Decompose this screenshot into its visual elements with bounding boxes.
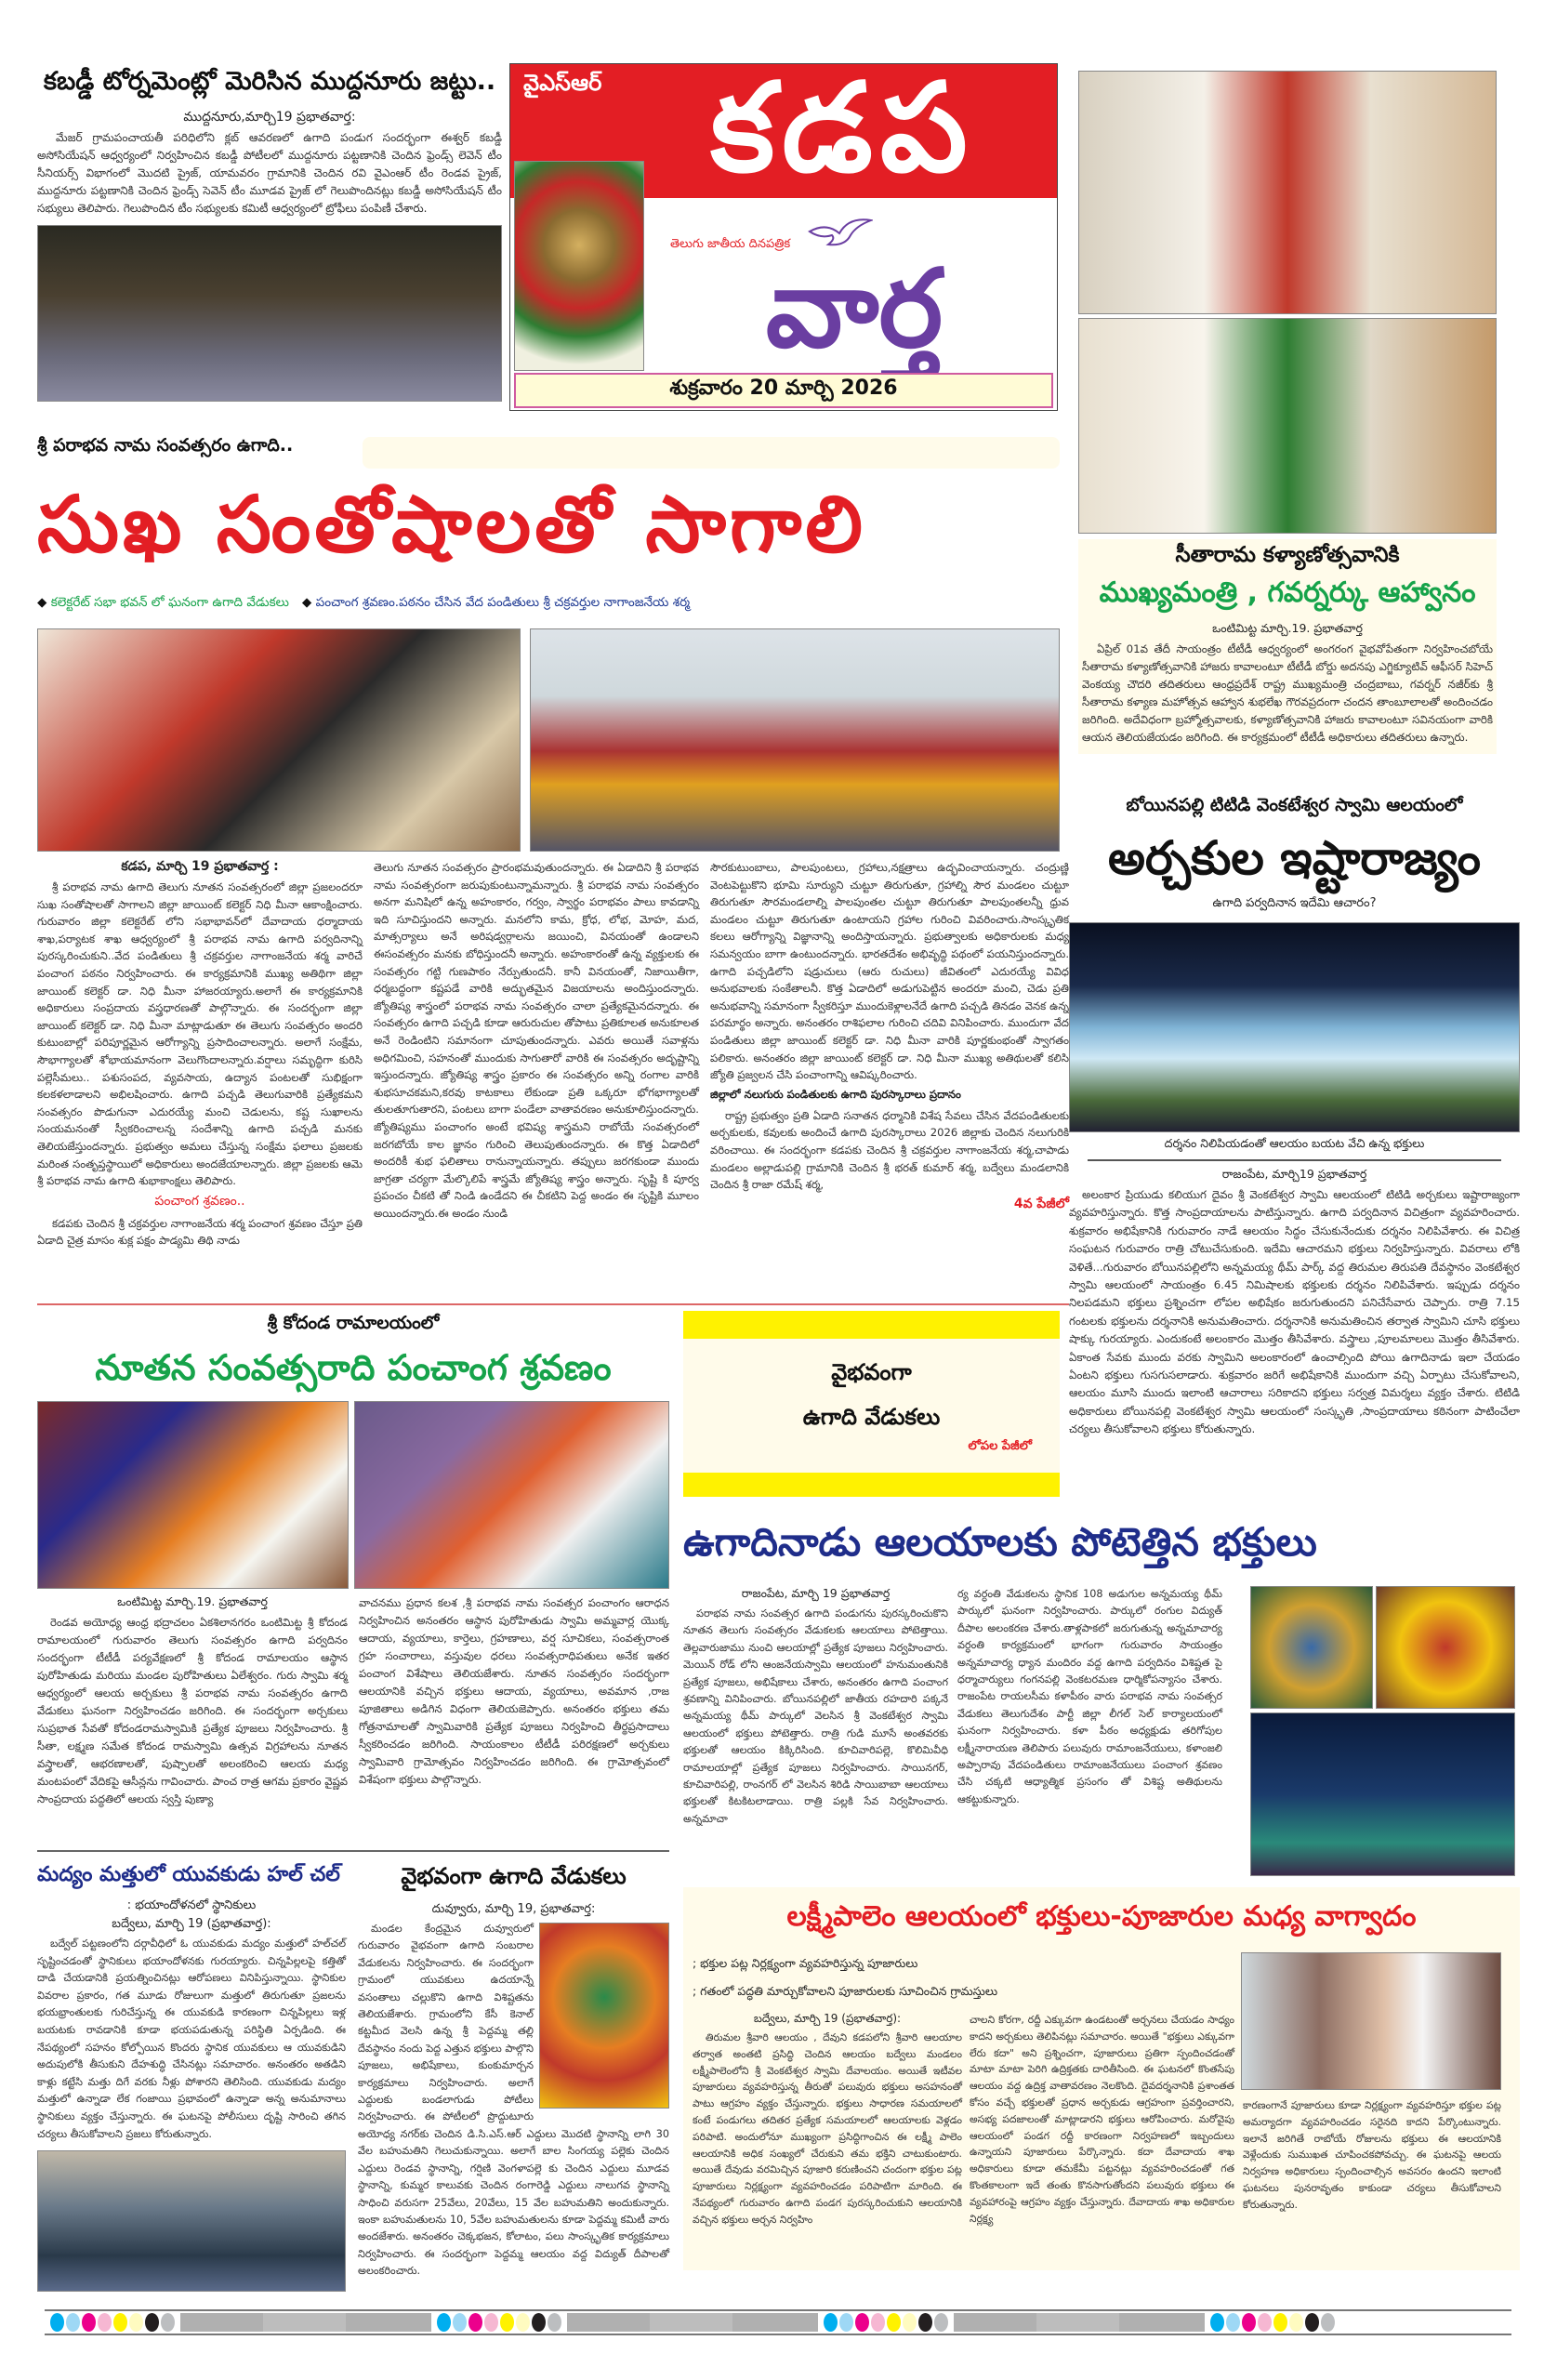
governor-headline: ముఖ్యమంత్రి , గవర్నర్కు ఆహ్వానం [1099, 576, 1476, 609]
lead-col3-subhead: జిల్లాలో నలుగురు పండితులకు ఉగాది పురస్కారాలు ప్రదానం [710, 1087, 961, 1101]
temple-photo-caption: దర్శనం నిలిపియడంతో ఆలయం బయట వేచి ఉన్న భక్తులు [1164, 1136, 1425, 1150]
registration-dot [903, 2313, 917, 2332]
lead-col1: శ్రీ పరాభవ నామ ఉగాది తెలుగు నూతన సంవత్సరంలో జిల్లా ప్రజలందరూ సుఖ సంతోషాలతో సాగాలని జిల్లా జాయింట్ కలెక్టర్ నిధి మీనా ఆకాంక్షించారు. గురువారం జిల్లా కలెక్టరేట్ లోని సభాభావన్‌లో దేవాదాయ ధర్మాదాయ శాఖ,పర్యాటక శాఖ ఆధ్వర్యంలో శ్రీ పరాభవ నామ ఉగాది పర్వదినాన్ని పురస్కరించుకుని..వేద పండితులు శ్రీ చక్రవర్తుల నాగాంజనేయ శర్మ వారిచే పంచాంగ పఠనం నిర్వహించారు. ఈ కార్యక్రమానికి ముఖ్య అతిథిగా జిల్లా జాయింట్ కలెక్టర్ డా. నిధి మీనా హాజరయ్యారు.అలాగే ఈ కార్యక్రమానికి అధికారులు సంప్రదాయ వస్త్రధారణతో పాల్గొన్నారు. ఈ సందర్భంగా జిల్లా జాయింట్ కలెక్టర్ డా. నిధి మీనా మాట్లాడుతూ ఈ తెలుగు సంవత్సరం అందరి కుటుంబాల్లో పరిపూర్ణమైన ఆరోగ్యాన్ని ప్రసాదించాలన్నారు. అలాగే సంక్షేమ, సౌభాగ్యాలతో శోభాయమానంగా వెలుగొందాలన్నారు.వర్షాలు సమృద్ధిగా కురిసి పల్లెసీమలు.. పశుసంపద, వ్యవసాయ, ఉద్యాన పంటలతో సుభిక్షంగా కలకళలాడాలని అభిలషించారు. ఉగాది పచ్చడి తెలుగువారికి ప్రత్యేకమని సంవత్సరం పొడుగునా ఎదురయ్యే మంచి చెడులను, కష్ట సుఖాలను సంయమనంతో స్వీకరించాలన్న సందేశాన్ని ఉగాది పచ్చడి మనకు తెలియజేస్తుందన్నారు. ప్రభుత్వం అమలు చేస్తున్న సంక్షేమ ఫలాలు ప్రజలకు మరింత సంతృప్తస్థాయిలో అధికారులు అందజేయాలన్నారు. జిల్లా ప్రజలకు ఆమె శ్రీ పరాభవ నామ ఉగాది శుభాకాంక్షలు తెలిపారు. [37, 880, 363, 1188]
boyanapalli-dateline: రాజంపేట, మార్చి19 ప్రభాతవార్త [1221, 1167, 1367, 1181]
governor-body: ఏప్రిల్ 01వ తేదీ సాయంత్రం టీటీడీ ఆధ్వర్యంలో అంగరంగ వైభవోపేతంగా నిర్వహించబోయే సీతారామ కళ్యాణోత్సవానికి హాజరు కావాలంటూ టీటీడీ బోర్డు అదనపు ఎగ్జిక్యూటివ్ ఆఫీసర్ సిహెచ్ వెంకయ్య చౌదరి తదితరులు ఆంధ్రప్రదేశ్ రాష్ట్ర ముఖ్యమంత్రి చంద్రబాబు, గవర్నర్ నజీర్‌కు శ్రీ సీతారామ కళ్యాణ మహోత్సవ ఆహ్వాన శుభలేఖ గౌరవప్రదంగా చందన తాంబూలాలతో అందించడం జరిగింది. అదేవిధంగా బ్రహ్మోత్సవాలకు, కళ్యాణోత్సవానికి హాజరు కావాలంటూ సవినయంగా వారికి ఆయన తెలియజేయడం జరిగింది. ఈ కార్యక్రమంలో టీటీడీ అధికారులు తదితరులు ఉన్నారు. [1082, 642, 1493, 744]
boyanapalli-kicker: బోయినపల్లి టిటిడి వెంకటేశ్వర స్వామి ఆలయంలో [1126, 795, 1463, 815]
kodanda-photo-priests [37, 1401, 349, 1589]
lead-kicker-band [363, 437, 1060, 469]
madyam-headline: మద్యం మత్తులో యువకుడు హల్ చల్ [37, 1863, 340, 1886]
kodanda-dateline: ఒంటిమిట్ట మార్చి.19. ప్రభాతవార్త [117, 1594, 268, 1608]
registration-dot [98, 2313, 112, 2332]
madyam-subhead: : భయాందోళనలో స్థానికులు [126, 1898, 257, 1912]
registration-dot [918, 2313, 932, 2332]
color-swatches [437, 2313, 561, 2332]
registration-dot [1210, 2313, 1224, 2332]
diamond-icon: ◆ [301, 595, 316, 610]
lakshmipalem-col2: చాలని కోరగా, రద్దీ ఎక్కువగా ఉండటంతో అర్చనలు చేయడం సాధ్యం కాదని అర్చకులు తెలిపినట్లు సమాచారం. అయితే "భక్తులు ఎక్కువగా లేరు కదా" అని ప్రశ్నించగా, పూజారులు ప్రతిగా స్పందించడంతో మాటా మాటా పెరిగి ఉద్రిక్తతకు దారితీసింది. ఈ ఘటనలో కొంతసేపు ఆలయం వద్ద ఉద్రిక్త వాతావరణం నెలకొంది. దైవదర్శనానికి ప్రశాంతత కోసం వచ్చే భక్తులతో ప్రధాన అర్చకుడు ఆగ్రహంగా ప్రవర్తించారని, అసభ్య పదజాలంతో మాట్లాడారని భక్తులు ఆరోపించారు. మరోవైపు ఆలయంలో పండగ రద్దీ కారణంగా నిర్వహణలో ఇబ్బందులు ఉన్నాయని పూజారులు పేర్కొన్నారు. కదా దేవాదాయ శాఖ అధికారులు కూడా తమకేమీ పట్టనట్లు వ్యవహరించడంతో గత కొంతకాలంగా ఇదే తంతు కొనసాగుతోందని పలువురు భక్తులు ఈ వ్యవహారంపై ఆగ్రహం వ్యక్తం చేస్తున్నారు. దేవాదాయ శాఖ అధికారుల నిర్లక్ష్య [970, 2014, 1234, 2225]
peddamma-deity-photo [539, 1923, 669, 2109]
bullet-2: ◆ పంచాంగ శ్రవణం.పఠనం చేసిన వేద పండితులు శ్రీ చక్రవర్తుల నాగాంజనేయ శర్మ [301, 595, 691, 610]
lead-continued-link[interactable]: 4వ పేజీలో [1013, 1196, 1069, 1211]
lead-col3-tail: రాష్ట్ర ప్రభుత్వం ప్రతి ఏడాది సనాతన ధర్మానికి విశేష సేవలు చేసిన వేదపండితులకు అర్చకులకు, కవులకు అందించే ఉగాది పురస్కారాలు 2026 జిల్లాకు చెందిన నలుగురికి వరించాయి. ఈ సందర్భంగా కడపకు చెందిన శ్రీ చక్రవర్తుల నాగాంజనేయ శర్మ,చాపాడు మండలం అల్లాడుపల్లి గ్రామానికి చెందిన శ్రీ భరత్ కుమార్ శర్మ, బద్వేలు మండలానికి చెందిన శ్రీ రాజా రమేష్ శర్మ, [710, 1108, 1069, 1192]
rajampet-article [683, 1586, 1222, 1828]
lead-photo-group [530, 628, 1060, 852]
kodanda-headline: నూతన సంవత్సరాది పంచాంగ శ్రవణం [95, 1347, 612, 1388]
registration-dot [145, 2313, 159, 2332]
color-swatches [824, 2313, 948, 2332]
governor-photo [1078, 71, 1497, 314]
grey-swatch [180, 2313, 431, 2332]
lead-col2: తెలుగు నూతన సంవత్సరం ప్రారంభమవుతుందన్నారు. ఈ ఏడాదిని శ్రీ పరాభవ నామ సంవత్సరంగా జరుపుకుంటున్నామన్నారు. శ్రీ పరాభవ నామ సంవత్సరం అనగా మనిషిలో ఉన్న అహంకారం, గర్వం, స్వార్థం పరాభవం పాలు కావడాన్ని ఇది సూచిస్తుందని అన్నారు. మనలోని కామ, క్రోధ, లోభ, మోహ, మద, మాత్సర్యాలు అనే అరిషడ్వర్గాలను జయించి, వినయంతో ఉండాలని ఈసంవత్సరం మనకు బోధిస్తుందనీ అన్నారు. అహంకారంతో ఉన్న వ్యక్తులకు ఈ సంవత్సరం గట్టి గుణపాఠం నేర్పుతుందనీ. కానీ వినయంతో, నిజాయితీగా, ధర్మబద్ధంగా కష్టపడే వారికి అద్భుతమైన విజయాలను అందిస్తుందన్నారు. జ్యోతిష్య శాస్త్రంలో పరాభవ నామ సంవత్సరం చాలా ప్రత్యేకమైనదన్నారు. ఈ సంవత్సరం ఉగాది పచ్చడి కూడా ఆరురుచుల తోపాటు ప్రతికూలత అనుకూలత అనే రెండింటిని సమానంగా చూపుతుందన్నారు. ఎవరు అయితే సవాళ్లను అధిగమించి, సహనంతో ముందుకు సాగుతారో వారికి ఈ సంవత్సరం అదృష్టాన్ని ఇస్తుందన్నారు. జ్యోతిష్య శాస్త్రం ప్రకారం ఈ సంవత్సరం అన్ని రంగాల వారికి శుభసూచకమని,కరవు కాటకాలు లేకుండా ప్రతి ఒక్కరూ భోగభాగ్యాలతో తులతూగుతారని, పంటలు బాగా పండేలా వాతావరణం అనుకూలిస్తుందన్నారు. జ్యోతిష్యము పంచాంగం అంటే భవిష్య శాస్త్రమని రాబోయే సంవత్సరంలో జరగబోయే కాల జ్ఞానం గురించి తెలుపుతుందన్నారు. ఈ కొత్త ఏడాదిలో అందరికీ శుభ ఫలితాలు రానున్నాయన్నారు. తప్పులు జరగకుండా ముందు జాగ్రతా చర్యగా మేల్కొలిపే శాస్త్రమే జ్యోతిష్య శాస్త్రం అన్నారు. సృష్టి కి పూర్వ ప్రపంచం చీకటి తో నిండి ఉండేదని ఈ చీకటిని పెద్ద అండం ఈ సృష్టికి మూలం అయిందన్నారు.ఈ అండం నుండి [374, 861, 699, 1220]
registration-dot [468, 2313, 482, 2332]
lead-bottom-rule [37, 1303, 1069, 1305]
kodanda-col2: వాచనము ప్రధాన కలశ ,శ్రీ పరాభవ నామ సంవత్సర పంచాంగం ఆరాధన నిర్వహించిన అనంతరం ఆస్థాన పురోహితుడు స్వామి అమ్మవార్ల యొక్క ఆదాయ, వ్యయాలు, కార్తెలు, గ్రహణాలు, వర్ష సూచికలు, సంవత్సరాంత గ్రహ సంచారాలు, వస్తువుల ధరలు సంవత్సరాధిపతులు అనేక ఇతర పంచాంగ విశేషాలు తెలియజేశారు. నూతన సంవత్సరం సందర్భంగా ఆలయానికి వచ్చిన భక్తులు ఆదాయ, వ్యయాలు, అవమాన ,రాజ పూజితాలు అడిగిన విధంగా తెలియజెప్పారు. అనంతరం భక్తులు తమ గోత్రనామాలతో స్వామివారికి ప్రత్యేక పూజలు నిర్వహించి తీర్థప్రసాదాలు స్వీకరించడం జరిగింది. సాయంకాలం టీటీడీ పరిరక్షణలో అర్చకులు స్వామివారి గ్రామోత్సవం నిర్వహించడం జరిగింది. ఈ గ్రామోత్సవంలో విశేషంగా భక్తులు పాల్గొన్నారు. [359, 1596, 669, 1786]
duvvur-body: మండల కేంద్రమైన దువ్వూరులో గురువారం వైభవంగా ఉగాది సంబరాల వేడుకలను నిర్వహించారు. ఈ సందర్భంగా గ్రామంలో యువకులు ఉదయాన్నే వసంతాలు చల్లుకొని ఉగాది విశిష్టతను తెలియజేశారు. గ్రామంలోని కేసీ కెనాల్ కట్టమీద వెలసి ఉన్న శ్రీ పెద్దమ్మ తల్లి దేవస్థానం నందు పెద్ద ఎత్తున భక్తులు పాల్గొని పూజలు, అభిషేకాలు, కుంకుమార్చన కార్యక్రమాలు నిర్వహించారు. అలాగే ఎద్దులకు బండలాగుడు పోటీలు నిర్వహించారు. ఈ పోటీలలో ప్రొద్దుటూరు అయోధ్య నగర్‌కు చెందిన డి.సి.ఎస్.ఆర్ ఎద్దులు మొదటి స్థానాన్ని లాగి 30 వేల బహుమతిని గెలుచుకున్నాయి. అలాగే బాల సింగయ్య పల్లెకు చెందిన ఎద్దులు రెండవ స్థానాన్ని, గర్షిణి వెంగళాపల్లె కు చెందిన ఎద్దులు మూడవ స్థానాన్ని, కుమ్మర కాలువకు చెందిన రంగారెడ్డి ఎద్దులు నాలుగవ స్థానాన్ని సాధించి వరుసగా 25వేలు, 20వేలు, 15 వేల బహుమతిని అందుకున్నారు. ఇంకా బహుమతులను 10, 5వేల బహుమతులను కూడా పెద్దమ్మ కమిటీ వారు అందజేశారు. అనంతరం చెక్కభజన, కోలాటం, పలు సాంస్కృతిక కార్యక్రమాలు నిర్వహించారు. ఈ సందర్భంగా పెద్దమ్మ ఆలయం వద్ద విద్యుత్ దీపాలతో అలంకరించారు. [358, 1923, 669, 2278]
governor-kicker: సీతారామ కళ్యాణోత్సవానికి [1175, 543, 1400, 567]
temple-photo [1069, 922, 1520, 1132]
promo-box [683, 1311, 1060, 1497]
kabaddi-team-photo [37, 225, 502, 402]
lead-photo-lamp [37, 628, 521, 852]
registration-dot [484, 2313, 498, 2332]
masthead-date-box [514, 373, 1053, 408]
lead-bullets [37, 595, 1069, 613]
kabaddi-article [37, 67, 502, 402]
registration-dot [129, 2313, 143, 2332]
deity-photo [514, 161, 644, 371]
madyam-article [37, 1863, 346, 2292]
rajampet-col2: ర్య వర్ధంతి వేడుకలను స్థానిక 108 అడుగుల అన్నమయ్య థీమ్ పార్కులో ఘనంగా నిర్వహించారు. పార్కులో రంగుల విద్యుత్ దీపాల అలంకరణ చేశారు.తాళ్లపాకలో జరుగుతున్న అన్నమాచార్య వర్ధంతి కార్యక్రమంలో భాగంగా గురువారం సాయంత్రం అన్నమాచార్య ధ్యాన మందిరం వద్ద ఉగాది పర్వదినం విశిష్టత పై ధర్మాచార్యులు గంగనపల్లి వెంకటరమణ ధార్మికోపన్యాసం చేశారు. రాజంపేట రాయలసీమ కళాపీఠం వారు పరాభవ నామ సంవత్సర వేడుకలు తెలుగుదేశం పార్టీ జిల్లా లీగల్ సెల్ కార్యాలయంలో ఘనంగా నిర్వహించారు. కళా పీఠం అధ్యక్షుడు తరిగోపుల లక్ష్మీనారాయణ తెలిపారు పలువురు రామాంజనేయులు, కళాంజలి అప్పారావు వేదపండితులు రామాంజనేయులు పంచాంగ శ్రవణం చేసి చక్కటి ఆధ్యాత్మిక ప్రసంగం తో విశిష్ట అతిథులను ఆకట్టుకున్నారు. [957, 1588, 1222, 1805]
registration-dot [855, 2313, 869, 2332]
deity-flowers-photo [1376, 1586, 1515, 1709]
kodanda-photo-devotees [354, 1401, 669, 1589]
grey-swatch [954, 2313, 1205, 2332]
registration-dot [934, 2313, 948, 2332]
lead-col3: సౌరకుటుంబాలు, పాలపుంటలు, గ్రహాలు,నక్షత్రాలు ఉద్భవించాయన్నారు. చంద్రుణ్ణి వెంటపెట్టుకొని భూమి సూర్యుని చుట్టూ తిరుగుతూ, గ్రహాల్ని సౌర మండలం చుట్టూ తిరుగుతూ సౌరమండలాల్ని పాలపుంతల చుట్టూ తిరుగుతూ పాలపుంతలన్నీ ధ్రువ మండలం చుట్టూ తిరుగుతూ ఉంటాయని గ్రహాల గురించి వివరించారు.సాంస్కృతిక కలలు ఆరోగ్యాన్ని విజ్ఞానాన్ని అందిస్తాయన్నారు. ప్రభుత్వాలకు అధికారులకు మధ్య సమన్వయం బాగా ఉంటుందన్నారు. భారతదేశం అభివృద్ధి పథంలో పయనిస్తుందన్నారు. ఉగాది పచ్చడిలోని షడ్రుచులు (ఆరు రుచులు) జీవితంలో ఎదురయ్యే వివిధ అనుభవాలకు సంకేతాలనీ. కొత్త ఏడాదిలో అడుగుపెట్టిన అందరూ మంచి, చెడు ప్రతి అనుభవాన్ని సమానంగా స్వీకరిస్తూ ముందుకెళ్లాలనేదే ఉగాది పచ్చడి తినడం వెనక ఉన్న పరమార్థం అన్నారు. అనంతరం రాశిఫలాల గురించి చదివి వినిపించారు. ముందుగా వేద పండితులు జిల్లా జాయింట్ కలెక్టర్ డా. నిధి మీనా వారికి పూర్ణకుంభంతో స్వాగతం పలికారు. అనంతరం జిల్లా జాయింట్ కలెక్టర్ డా. నిధి మీనా ముఖ్య అతిథులతో కలిసి జ్యోతి ప్రజ్వలన చేసి పంచాంగాన్ని ఆవిష్కరించారు. [710, 861, 1069, 1082]
bullet-1: ◆ కలెక్టరేట్ సభా భవన్ లో ఘనంగా ఉగాది వేడుకలు [37, 595, 289, 610]
rajampet-col1: పరాభవ నామ సంవత్సర ఉగాది పండుగను పురస్కరించుకొని నూతన తెలుగు సంవత్సరం వేడుకలకు ఆలయాలు పోటెత్తాయి. తెల్లవారుజాము నుంచి ఆలయాల్లో ప్రత్యేక పూజలు నిర్వహించారు. మెయిన్ రోడ్ లోని ఆంజనేయస్వామి ఆలయంలో హనుమంతునికి ప్రత్యేక పూజలు, అభిషేకాలు చేశారు, అనంతరం ఉగాది పంచాంగ శ్రవణాన్ని వినిపించారు. బోయినపల్లిలో జాతీయ రహదారి పక్కనే అన్నమయ్య థీమ్ పార్కులో వెలసిన శ్రీ వెంకటేశ్వర స్వామి ఆలయంలో భక్తులు పోటెత్తారు. రాత్రి గుడి మూసే అంతవరకు భక్తులతో ఆలయం కిక్కిరిసింది. కూచివారిపల్లె, కొలిమివీధి రామాలయాల్లో ప్రత్యేక పూజలు నిర్వహించారు. సాయినగర్, కూచివారిపల్లి, రాంనగర్ లో వెలసిన శిరిడి సాయిబాబా ఆలయాలు భక్తులతో కిటకిటలాడాయి. రాత్రి పల్లకి సేవ నిర్వహించారు. అన్నమాచా [683, 1607, 948, 1825]
lakshmipalem-bullet-2: ; గతంలో పద్ధతి మార్చుకోవాలని పూజారులకు సూచించిన గ్రామస్తులు [693, 1984, 998, 1998]
promo-line-2: ఉగాది వేడుకలు [802, 1404, 941, 1430]
madyam-body: బద్వేల్ పట్టణంలోని దర్గావీధిలో ఓ యువకుడు మద్యం మత్తులో హల్‌చల్ సృష్టించడంతో స్థానికులు భయాందోళనకు గురయ్యారు. చిన్నపిల్లలపై కత్తితో దాడి చేయడానికి ప్రయత్నించినట్లు ఆరోపణలు వినిపిస్తున్నాయి. స్థానికుల వివరాల ప్రకారం, గత మూడు రోజులుగా మత్తులో తిరుగుతూ ప్రజలను భయభ్రాంతులకు గురిచేస్తున్న ఈ యువకుడి కారణంగా చిన్నపిల్లలు ఇళ్ల బయటకు రావడానికి కూడా భయపడుతున్న పరిస్థితి ఏర్పడింది. ఈ నేపథ్యంలో సహనం కోల్పోయిన కొందరు స్థానిక యువకులు ఆ యువకుడిని అదుపులోకి తీసుకుని దేహశుద్ధి చేసినట్లు సమాచారం. అనంతరం అతడిని కాళ్లు కట్టేసి మత్తు దిగే వరకు నీళ్లు పోశారని తెలిసింది. యువకుడు మద్యం మత్తులో ఉన్నాడా లేక గంజాయి ప్రభావంలో ఉన్నాడా అన్న అనుమానాలు స్థానికులు వ్యక్తం చేస్తున్నారు. ఈ ఘటనపై పోలీసులు దృష్టి సారించి తగిన చర్యలు తీసుకోవాలని ప్రజలు కోరుతున్నారు. [37, 1937, 346, 2140]
registration-dot [1226, 2313, 1240, 2332]
lakshmipalem-dateline: బద్వేలు, మార్చి 19 (ప్రభాతవార్త): [753, 2012, 902, 2025]
crowd-photo [37, 2150, 346, 2292]
boyanapalli-article [1069, 795, 1520, 1439]
boyanapalli-headline: అర్చకుల ఇష్టారాజ్యం [1108, 831, 1481, 885]
print-registration-bar [45, 2309, 1511, 2335]
lead-body [37, 859, 1069, 1250]
lead-kicker: శ్రీ పరాభవ నామ సంవత్సరం ఉగాది.. [37, 435, 294, 456]
lakshmipalem-bullet-1: ; భక్తుల పట్ల నిర్లక్ష్యంగా వ్యవహరిస్తున్న పూజారులు [693, 1956, 918, 1970]
registration-dot [66, 2313, 80, 2332]
masthead-title-top: కడప [710, 57, 975, 200]
registration-dot [1305, 2313, 1319, 2332]
color-swatches [50, 2313, 175, 2332]
statue-night-photo [1250, 1712, 1515, 1876]
lead-subhead: పంచాంగ శ్రవణం.. [154, 1193, 245, 1209]
promo-bottom-bar [683, 1473, 1060, 1497]
lakshmipalem-article [683, 1887, 1520, 2270]
issue-date: శుక్రవారం 20 మార్చి 2026 [669, 377, 898, 400]
registration-dot [871, 2313, 885, 2332]
masthead-title-bottom: వార్త [765, 246, 943, 372]
masthead-prefix: వైఎస్ఆర్ [523, 70, 602, 96]
registration-dot [887, 2313, 901, 2332]
mid-rule [37, 1850, 669, 1852]
duvvur-dateline: దువ్వూరు, మార్చి 19, ప్రభాతవార్త: [431, 1902, 596, 1916]
rajampet-headline: ఉగాదినాడు ఆలయాలకు పోటెత్తిన భక్తులు [683, 1519, 1317, 1565]
masthead-tagline: తెలుగు జాతీయ దినపత్రిక [670, 237, 791, 251]
registration-dot [50, 2313, 64, 2332]
kabaddi-body: మేజర్ గ్రామపంచాయతీ పరిధిలోని క్లబ్ ఆవరణలో ఉగాది పండుగ సందర్భంగా ఈశ్వర్ కబడ్డీ అసోసియేషన్ ఆధ్వర్యంలో నిర్వహించిన కబడ్డీ పోటీలలో ముద్దనూరు పట్టణానికి చెందిన ఫ్రెండ్స్ లెవెన్ టీం సీనియర్స్ విభాగంలో మొదటి ప్రైజ్, యామవరం గ్రామానికి చెందిన రవి వైఎంఆర్ టీం రెండవ ప్రైజ్, ముద్దనూరు పట్టణానికి చెందిన ఫ్రెండ్స్ సెవెన్ టీం మూడవ ప్రైజ్ లో గెలుపొందినట్లు కబడ్డీ అసోసియేషన్ టీం సభ్యులు తెలిపారు. గెలుపొందిన టీం సభ్యులకు కమిటీ ఆధ్వర్యంలో ట్రోఫీలు పంపిణీ చేశారు. [37, 131, 502, 215]
lakshmipalem-col3: కారణంగానే పూజారులు కూడా నిర్లక్ష్యంగా వ్యవహరిస్తూ భక్తుల పట్ల అమర్యాదగా వ్యవహరించడం సరైనది కాదని పేర్కొంటున్నారు. ఇలానే జరిగితే రాబోయే రోజులను భక్తులు ఈ ఆలయానికి వెళ్లేందుకు సుముఖత చూపించకపోవచ్చు. ఈ ఘటనపై ఆలయ నిర్వహణ అధికారులు స్పందించాల్సిన అవసరం ఉందని ఇలాంటి ఘటనలు పునరావృతం కాకుండా చర్యలు తీసుకోవాలని కోరుతున్నారు. [1243, 2099, 1501, 2211]
lead-col1-tail: కడపకు చెందిన శ్రీ చక్రవర్తుల నాగాంజనేయ శర్మ పంచాంగ శ్రవణం చేస్తూ ప్రతి ఏడాది చైత్ర మాసం శుక్ల పక్షం పాడ్యమి తిథి నాడు [37, 1216, 363, 1248]
masthead [509, 57, 1058, 411]
registration-dot [824, 2313, 838, 2332]
lakshmipalem-headline: లక్ష్మీపాలెం ఆలయంలో భక్తులు-పూజారుల మధ్య వాగ్వాదం [786, 1900, 1417, 1933]
diamond-icon: ◆ [37, 595, 51, 610]
registration-dot [82, 2313, 96, 2332]
rajampet-dateline: రాజంపేట, మార్చి 19 ప్రభాతవార్త [741, 1586, 891, 1600]
registration-dot [1242, 2313, 1256, 2332]
boyanapalli-body: అలంకార ప్రియుడు కలియుగ దైవం శ్రీ వెంకటేశ్వర స్వామి ఆలయంలో టిటిడి అర్చకులు ఇష్టారాజ్యంగా వ్యవహరిస్తున్నారు. కొత్త సాంప్రదాయాలను పాటిస్తున్నారు. ఉగాది పర్వదినాన విచిత్రంగా వ్యవహరించారు. శుక్రవారం అభిషేకానికి గురువారం నాడే ఆలయం సిద్ధం చేసుకునేందుకు దర్శనం నిలిపివేశారు. ఈ విచిత్ర సంఘటన గురువారం రాత్రి చోటుచేసుకుంది. ఇదేమి ఆచారమని భక్తులు నిర్వహిస్తున్నారు. వివరాలు లోకి వెళితే...గురువారం బోయినపల్లిలోని అన్నమయ్య థీమ్ పార్క్ వద్ద తిరుమల తిరుపతి దేవస్థానం వెంకటేశ్వర స్వామి ఆలయంలో సాయంత్రం 6.45 నిమిషాలకు భక్తులకు దర్శనం నిలిపివేశారు. ఇప్పుడు దర్శనం నిలపడమని భక్తులు ప్రశ్నించగా లోపల అభిషేకం జరుగుతుందని పనిచేసేవారు చెప్పారు. రాత్రి 7.15 గంటలకు భక్తులను దర్శనానికి అనుమతించారు. దర్శనానికి అనుమతించిన తర్వాత స్వామిని చూసి భక్తులు షాక్కు గురయ్యారు. ఎందుకంటే అలంకారం మొత్తం తీసివేశారు. వస్త్రాలు ,పూలమాలలు మొత్తం తీసివేశారు. ఏకాంత సేవకు ముందు వరకు స్వామిని అలంకారంలో ఉంచాల్సింది పోయి ఉగాదినాడు ఇలా చేయడం ఏంటని భక్తులు గుసగుసలాడారు. శుక్రవారం జరిగే అభిషేకానికి ముందుగా వచ్చి ఏర్పాటు చేసుకోవాలని, ఆలయం మూసి ముందు ఇలాంటి ఆచారాలు సరికాదని భక్తులు సర్వత్ర విమర్శలు వ్యక్తం చేశారు. టిటిడి అధికారులు బోయినపల్లి వెంకటేశ్వర స్వామి ఆలయంలో సంస్కృతి ,సాంప్రదాయాలు కఠినంగా పాటించేలా చర్యలు తీసుకోవాలని భక్తులు కోరుతున్నారు. [1069, 1188, 1521, 1436]
hanuman-photo [1250, 1586, 1373, 1709]
boyanapalli-subhead: ఉగాది పర్వదినాన ఇదేమి ఆచారం? [1212, 896, 1377, 910]
registration-dot [1321, 2313, 1335, 2332]
kodanda-col1: రెండవ అయోధ్య ఆంధ్ర భద్రాచలం ఏకశిలానగరం ఒంటిమిట్ట శ్రీ కోదండ రామాలయంలో గురువారం తెలుగు సంవత్సరం ఉగాది పర్వదినం సందర్భంగా టీటీడీ పర్యవేక్షణలో శ్రీ కోదండ రామాలయం ఆస్థాన పురోహితుడు మరియు మండల పురోహితులు ఏలేశ్వరం. గురు స్వామి శర్మ ఆధ్వర్యంలో ఆలయ అర్చకులు శ్రీ పరాభవ నామ సంవత్సరం ఉగాది వేడుకలు ఘనంగా నిర్వహించడం జరిగింది. ఈ సందర్భంగా అర్చకులు సుప్రభాత సేవతో కోదండరామస్వామికి ప్రత్యేక పూజలు నిర్వహించారు. శ్రీ సీతా, లక్ష్మణ సమేత కోదండ రామస్వామి ఉత్సవ విగ్రహాలను నూతన వస్త్రాలతో, ఆభరణాలతో, పుష్పాలతో అలంకరించి ఆలయ మధ్య మంటపంలో వేదికపై ఆసీన్లను గావించారు. పాంచ రాత్ర ఆగమ ప్రకారం వైష్ణవ సాంప్రదాయ పద్ధతిలో ఆలయ స్వస్తి పుణ్యా [37, 1616, 348, 1805]
kodanda-kicker: శ్రీ కోదండ రామాలయంలో [267, 1313, 440, 1333]
kabaddi-headline: కబడ్డీ టోర్నమెంట్లో మెరిసిన ముద్దనూరు జట్టు.. [43, 67, 496, 96]
registration-dot [161, 2313, 175, 2332]
registration-dot [1258, 2313, 1272, 2332]
madyam-dateline: బద్వేలు, మార్చి 19 (ప్రభాతవార్త): [112, 1917, 271, 1931]
lead-headline: సుఖ సంతోషాలతో సాగాలి [37, 479, 866, 570]
governor-article [1078, 71, 1497, 754]
registration-dot [500, 2313, 514, 2332]
registration-dot [516, 2313, 530, 2332]
kodanda-article [37, 1313, 669, 1808]
duvvur-headline: వైభవంగా ఉగాది వేడుకలు [401, 1863, 627, 1889]
registration-dot [548, 2313, 561, 2332]
registration-dot [453, 2313, 467, 2332]
registration-dot [437, 2313, 451, 2332]
grey-swatch [567, 2313, 818, 2332]
duvvur-article [358, 1863, 669, 2281]
registration-dot [1273, 2313, 1287, 2332]
caption-rule [1088, 1159, 1501, 1161]
chief-minister-photo [1078, 318, 1497, 534]
promo-line-1: వైభవంగా [831, 1359, 912, 1385]
registration-dot [839, 2313, 853, 2332]
registration-dot [532, 2313, 546, 2332]
promo-continued-link[interactable]: లోపల పేజీలో [968, 1439, 1032, 1453]
registration-dot [1289, 2313, 1303, 2332]
governor-dateline: ఒంటిమిట్ట మార్చి.19. ప్రభాతవార్త [1212, 621, 1363, 635]
lead-dateline: కడప, మార్చి 19 ప్రభాతవార్త : [121, 859, 279, 874]
dove-icon [808, 215, 873, 250]
color-swatches [1210, 2313, 1335, 2332]
promo-top-bar [683, 1311, 1060, 1339]
lakshmipalem-col1: తిరుమల శ్రీవారి ఆలయం , దేవుని కడపలోని శ్రీవారి ఆలయాల తర్వాత అంతటి ప్రసిద్ధి చెందిన ఆలయం బద్వేలు మండలం లక్ష్మీపాలెంలోని శ్రీ వెంకటేశ్వర స్వామి దేవాలయం. అయితే ఇటీవల పూజారులు వ్యవహరిస్తున్న తీరుతో పలువురు భక్తులు అసహనంతో పాటు ఆగ్రహం వ్యక్తం చేస్తున్నారు. భక్తులు సాధారణ సమయాలలో కంటే పండుగలు తదితర ప్రత్యేక సమయాలలో ఆలయాలకు వెళ్లడం పరిపాటి. అందులోనూ ముఖ్యంగా ప్రసిద్ధిగాంచిన ఈ లక్ష్మీ పాలెం ఆలయానికి అధిక సంఖ్యలో చేరుకుని తమ భక్తిని చాటుకుంటారు. అయితే దేవుడు వరమిచ్చిన పూజారి కరుణించని చందంగా భక్తుల పట్ల పూజారులు నిర్లక్ష్యంగా వ్యవహరించడం పరిపాటిగా మారింది. ఈ నేపథ్యంలో గురువారం ఉగాది పండగ పురస్కరించుకుని ఆలయానికి వచ్చిన భక్తులు అర్చన నిర్వహిం [693, 2031, 962, 2226]
priests-argument-photo [1241, 1952, 1501, 2090]
kabaddi-dateline: ముద్దనూరు,మార్చి19 ప్రభాతవార్త: [183, 110, 356, 125]
registration-dot [113, 2313, 127, 2332]
